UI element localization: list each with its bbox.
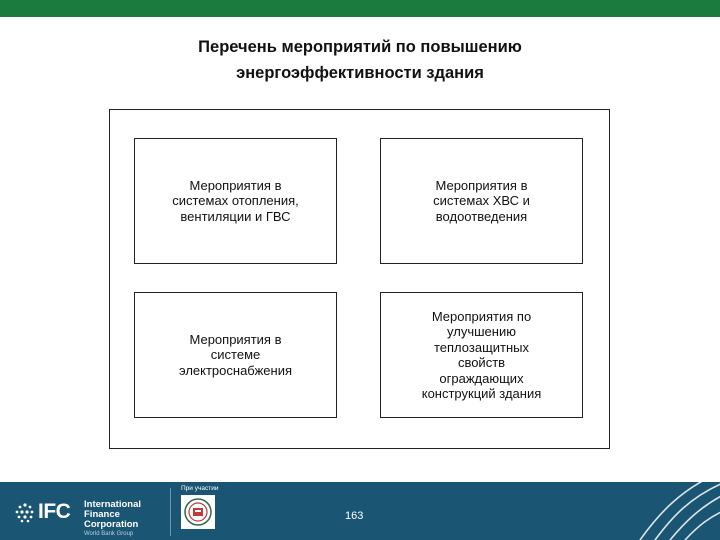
top-green-bar — [0, 0, 720, 17]
ifc-logo-line-3: World Bank Group — [84, 531, 134, 537]
slide-title-line-2: энергоэффективности здания — [236, 64, 484, 82]
ifc-logo — [14, 496, 164, 537]
footer-divider — [170, 488, 171, 536]
measure-box-water — [380, 138, 583, 264]
page-number: 163 — [345, 510, 364, 522]
measure-box-heating — [134, 138, 337, 264]
footer-bar — [0, 482, 720, 540]
ifc-logo-text — [84, 500, 164, 539]
measure-box-heating-text: Мероприятия в системах отопления, вентиляции и ГВС — [172, 177, 299, 224]
measure-box-insulation — [380, 292, 583, 418]
globe-dots-icon — [14, 502, 36, 524]
ifc-logo-line-2: Finance Corporation — [84, 509, 139, 530]
measure-box-insulation-text: Мероприятия по улучшению теплозащитных свойств ограждающих конструкций здания — [421, 308, 542, 401]
partner-label: При участии — [181, 485, 219, 492]
slide-title-line-1: Перечень мероприятий по повышению — [198, 38, 522, 56]
measure-box-water-text: Мероприятия в системах ХВС и водоотведения — [433, 177, 530, 224]
ifc-logo-mark: IFC — [38, 500, 71, 523]
decorative-curves-icon — [560, 482, 720, 540]
slide-title — [110, 34, 610, 86]
measure-box-electric — [134, 292, 337, 418]
ifc-logo-line-1: International — [84, 499, 142, 510]
measure-box-electric-text: Мероприятия в системе электроснабжения — [178, 331, 293, 378]
partner-emblem-icon — [181, 495, 215, 529]
